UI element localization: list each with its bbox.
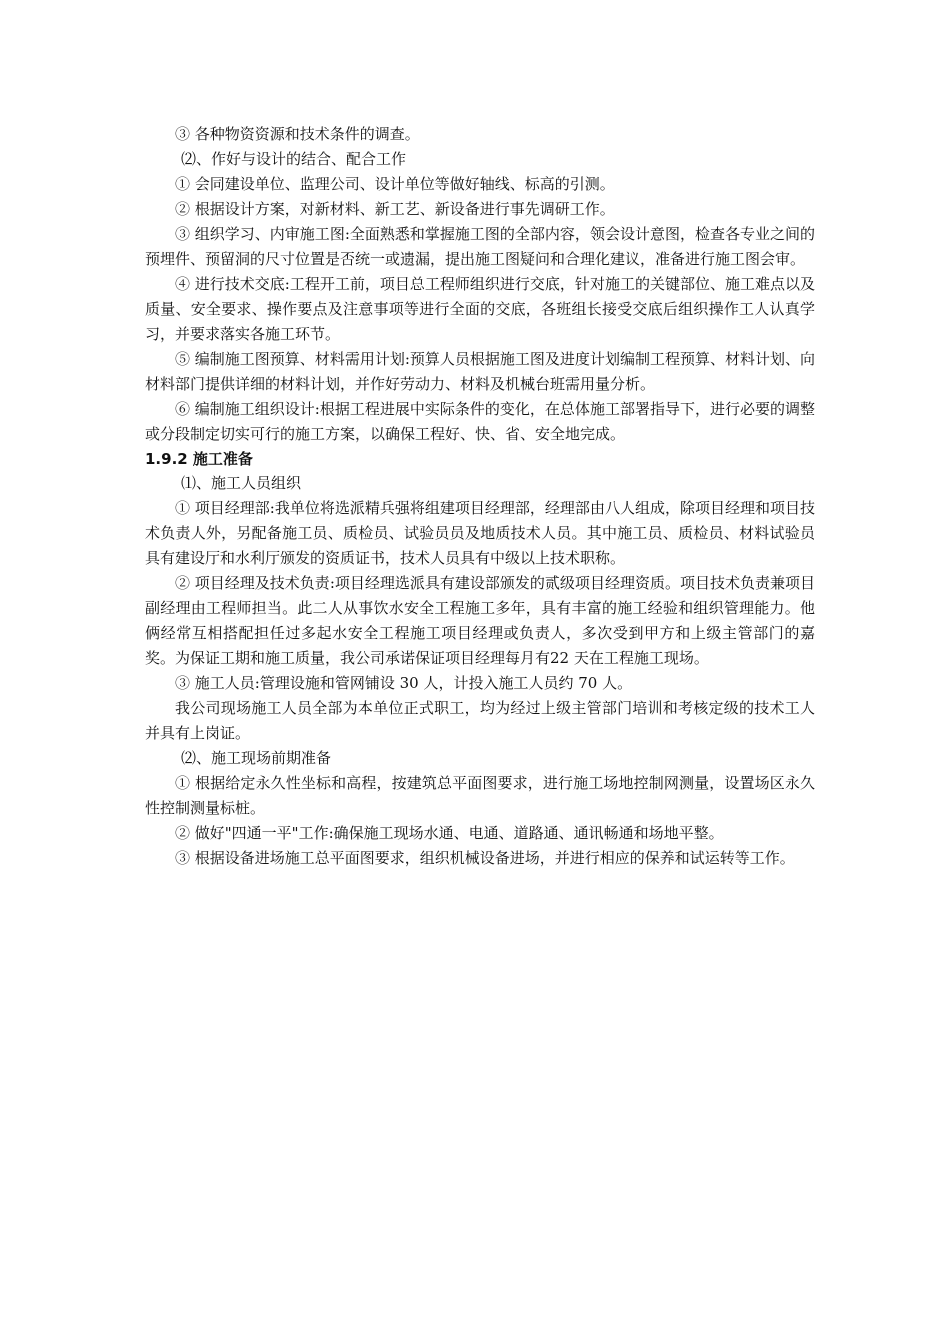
- subheading-staff-organization: ⑴、施工人员组织: [181, 474, 302, 492]
- paragraph-project-department: ① 项目经理部:我单位将选派精兵强将组建项目经理部，经理部由八人组成，除项目经理和项目技术负责人外，另配备施工员、质检员、试验员员及地质技术人员。其中施工员、质检员、材料试验员具有建设厅和水利厅颁发的资质证书，技术人员具有中级以上技术职称。: [145, 499, 815, 567]
- paragraph-construction-design: ⑥ 编制施工组织设计:根据工程进展中实际条件的变化，在总体施工部署指导下，进行必要的调整或分段制定切实可行的施工方案，以确保工程好、快、省、安全地完成。: [145, 400, 815, 443]
- subheading-design-coordination: ⑵、作好与设计的结合、配合工作: [181, 150, 407, 168]
- document-body: [145, 122, 815, 871]
- paragraph-four-connections: ② 做好"四通一平"工作:确保施工现场水通、电通、道路通、通讯畅通和场地平整。: [175, 824, 724, 842]
- subheading-site-preparation: ⑵、施工现场前期准备: [181, 749, 332, 767]
- paragraph-staff-qualification: 我公司现场施工人员全部为本单位正式职工，均为经过上级主管部门培训和考核定级的技术工人并具有上岗证。: [145, 699, 815, 742]
- paragraph-control-survey: ① 根据给定永久性坐标和高程，按建筑总平面图要求，进行施工场地控制网测量，设置场区永久性控制测量标桩。: [145, 774, 815, 817]
- paragraph-material-survey: ③ 各种物资资源和技术条件的调查。: [175, 125, 420, 143]
- paragraph-project-manager: ② 项目经理及技术负责:项目经理选派具有建设部颁发的贰级项目经理资质。项目技术负责兼项目副经理由工程师担当。此二人从事饮水安全工程施工多年，具有丰富的施工经验和组织管理能力。他俩经常互相搭配担任过多起水安全工程施工项目经理或负责人，多次受到甲方和上级主管部门的嘉奖。为保证工期和施工质量，我公司承诺保证项目经理每月有22 天在工程施工现场。: [145, 574, 815, 667]
- paragraph-design-research: ② 根据设计方案，对新材料、新工艺、新设备进行事先调研工作。: [175, 200, 615, 218]
- paragraph-budget-plan: ⑤ 编制施工图预算、材料需用计划:预算人员根据施工图及进度计划编制工程预算、材料计划、向材料部门提供详细的材料计划，并作好劳动力、材料及机械台班需用量分析。: [145, 350, 815, 393]
- paragraph-technical-briefing: ④ 进行技术交底:工程开工前，项目总工程师组织进行交底，针对施工的关键部位、施工难点以及质量、安全要求、操作要点及注意事项等进行全面的交底，各班组长接受交底后组织操作工人认真学习，并要求落实各施工环节。: [145, 275, 815, 343]
- paragraph-axis-survey: ① 会同建设单位、监理公司、设计单位等做好轴线、标高的引测。: [175, 175, 615, 193]
- paragraph-drawing-review: ③ 组织学习、内审施工图:全面熟悉和掌握施工图的全部内容，领会设计意图，检查各专业之间的预埋件、预留洞的尺寸位置是否统一或遗漏，提出施工图疑问和合理化建议，准备进行施工图会审。: [145, 225, 815, 268]
- paragraph-equipment-entry: ③ 根据设备进场施工总平面图要求，组织机械设备进场，并进行相应的保养和试运转等工作。: [175, 849, 795, 867]
- section-heading: 1.9.2 施工准备: [145, 450, 253, 468]
- paragraph-construction-staff: ③ 施工人员:管理设施和管网铺设 30 人，计投入施工人员约 70 人。: [175, 674, 633, 692]
